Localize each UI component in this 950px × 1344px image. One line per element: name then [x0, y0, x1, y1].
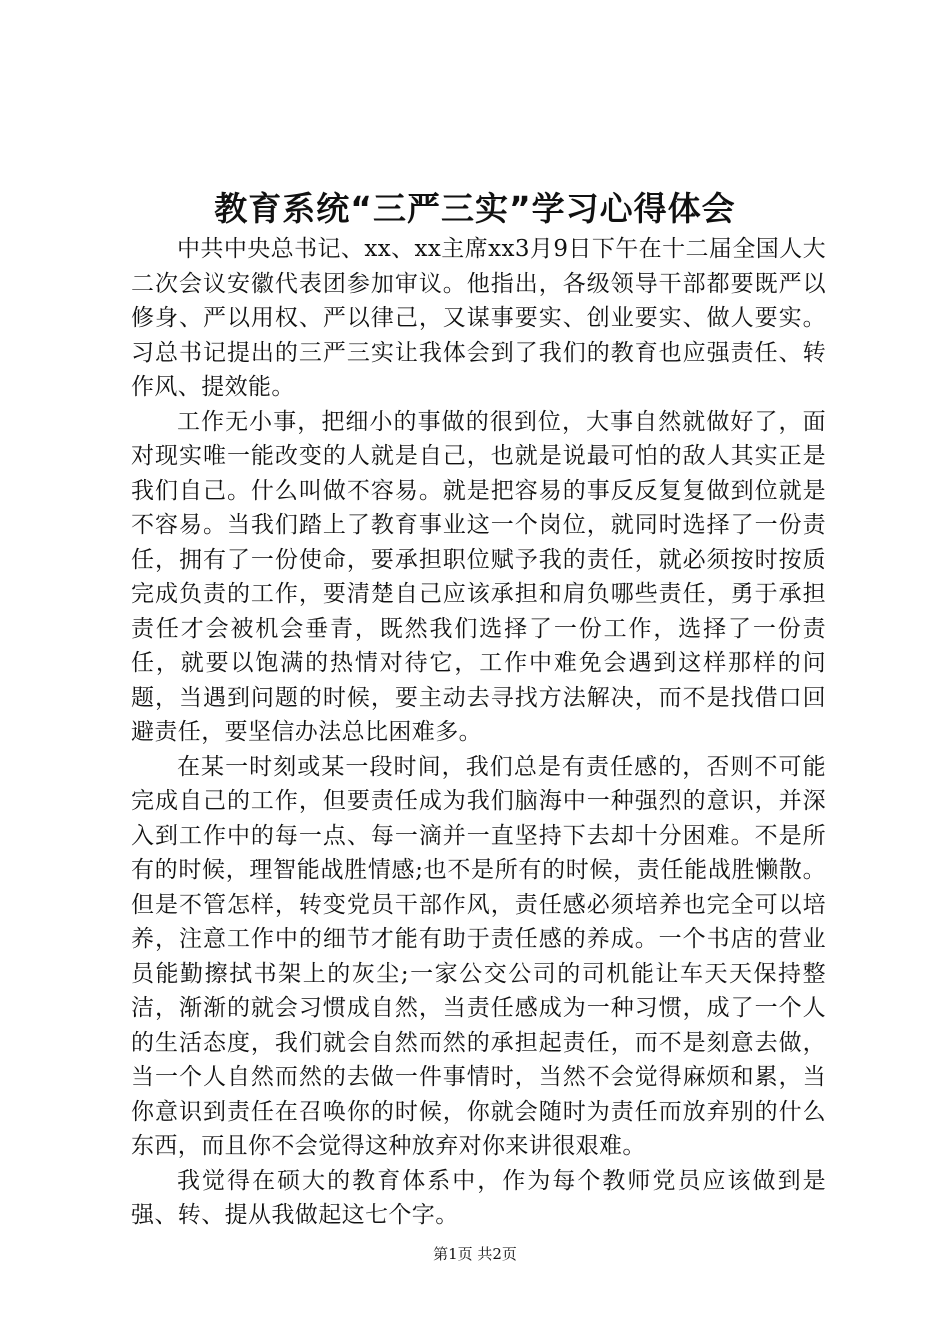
page-number-footer: 第1页 共2页 — [433, 1245, 517, 1263]
paragraph-1: 中共中央总书记、xx、xx主席xx3月9日下午在十二届全国人大二次会议安徽代表团参加审议。他指出，各级领导干部都要既严以修身、严以用权、严以律己，又谋事要实、创业要实、做人要实。习总书记提出的三严三实让我体会到了我们的教育也应强责任、转作风、提效能。 — [131, 236, 826, 400]
paragraph-2: 工作无小事，把细小的事做的很到位，大事自然就做好了，面对现实唯一能改变的人就是自己，也就是说最可怕的敌人其实正是我们自己。什么叫做不容易。就是把容易的事反反复复做到位就是不容易。当我们踏上了教育事业这一个岗位，就同时选择了一份责任，拥有了一份使命，要承担职位赋予我的责任，就必须按时按质完成负责的工作，要清楚自己应该承担和肩负哪些责任，勇于承担责任才会被机会垂青，既然我们选择了一份工作，选择了一份责任，就要以饱满的热情对待它，工作中难免会遇到这样那样的问题，当遇到问题的时候，要主动去寻找方法解决，而不是找借口回避责任，要坚信办法总比困难多。 — [131, 408, 826, 745]
document-title: 教育系统“三严三实”学习心得体会 — [214, 189, 736, 228]
paragraph-4: 我觉得在硕大的教育体系中，作为每个教师党员应该做到是强、转、提从我做起这七个字。 — [131, 1167, 826, 1228]
document-body — [131, 232, 826, 1233]
paragraph-3: 在某一时刻或某一段时间，我们总是有责任感的，否则不可能完成自己的工作，但要责任成为我们脑海中一种强烈的意识，并深入到工作中的每一点、每一滴并一直坚持下去却十分困难。不是所有的时候，理智能战胜情感;也不是所有的时候，责任能战胜懒散。但是不管怎样，转变党员干部作风，责任感必须培养也完全可以培养，注意工作中的细节才能有助于责任感的养成。一个书店的营业员能勤擦拭书架上的灰尘;一家公交公司的司机能让车天天保持整洁，渐渐的就会习惯成自然，当责任感成为一种习惯，成了一个人的生活态度，我们就会自然而然的承担起责任，而不是刻意去做，当一个人自然而然的去做一件事情时，当然不会觉得麻烦和累，当你意识到责任在召唤你的时候，你就会随时为责任而放弃别的什么东西，而且你不会觉得这种放弃对你来讲很艰难。 — [131, 753, 826, 1159]
